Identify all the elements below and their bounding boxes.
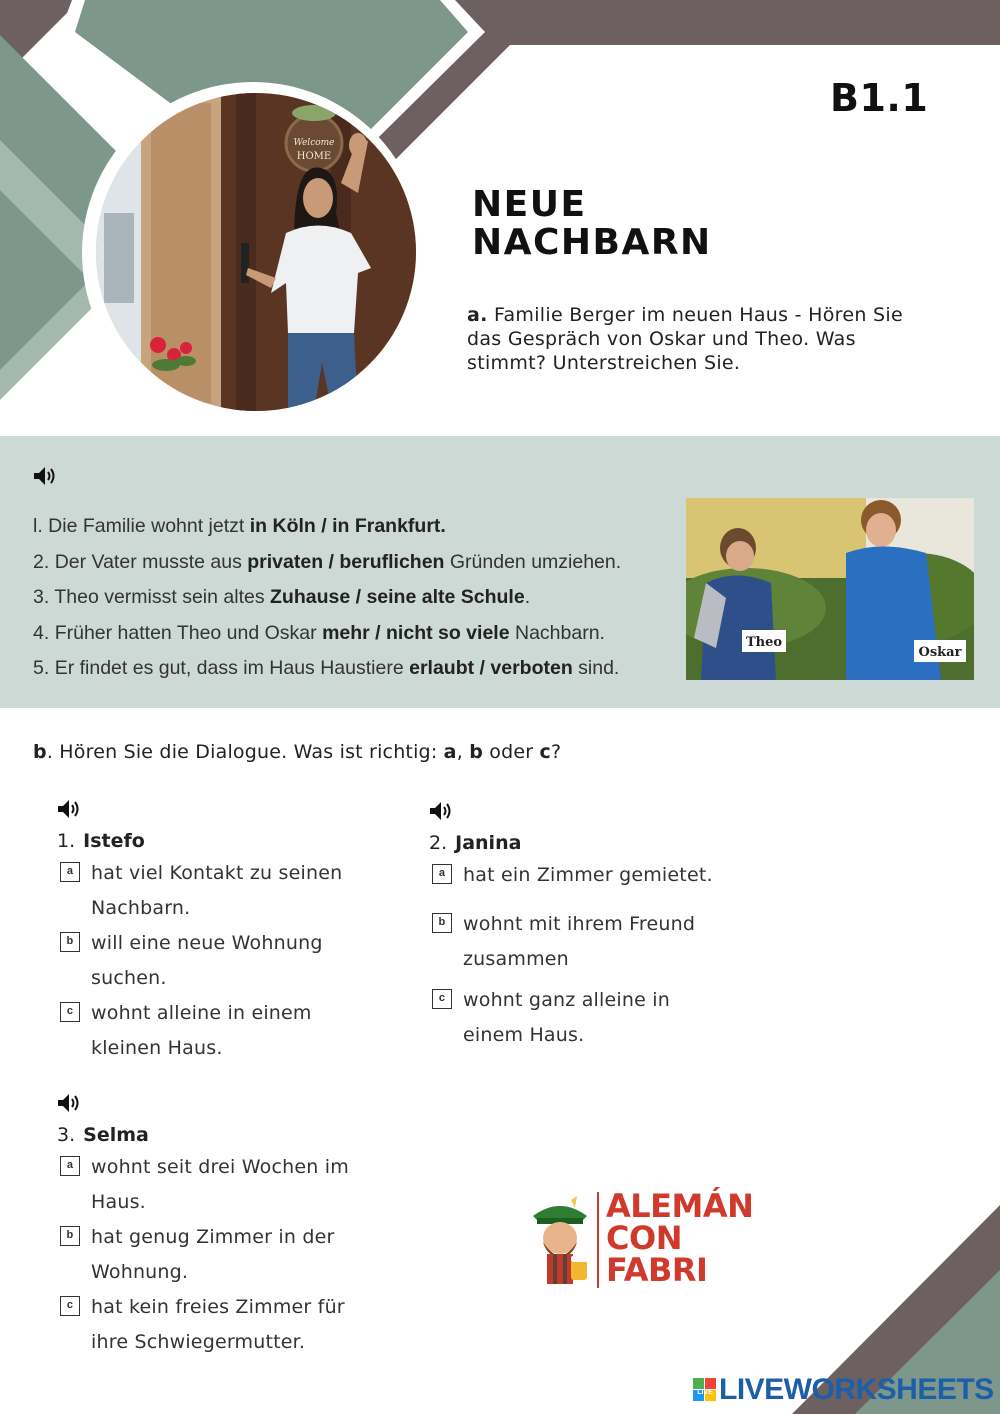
logo-line-1: ALEMÁN	[606, 1187, 754, 1225]
option-c[interactable]	[57, 996, 342, 1066]
option-letter-c: c	[539, 741, 551, 763]
statement-text-end: Gründen umziehen.	[449, 550, 622, 573]
option-checkbox[interactable]: b	[60, 932, 80, 952]
statement-text: Die Familie wohnt jetzt	[48, 515, 245, 537]
part-b-instruction-text: . Hören Sie die Dialogue. Was ist richtig:	[46, 741, 438, 763]
statement-number: 3.	[33, 586, 50, 608]
question-heading	[57, 826, 342, 856]
statement-text-end: Nachbarn.	[514, 621, 605, 644]
option-checkbox[interactable]: b	[60, 1226, 80, 1246]
audio-player-a[interactable]	[33, 465, 59, 487]
option-text: hat kein freies Zimmer für	[91, 1296, 345, 1318]
statement-text-end: sind.	[578, 657, 620, 679]
statement-choice[interactable]: privaten / beruflichen	[247, 550, 445, 573]
question-heading	[57, 1120, 349, 1150]
statement-5	[33, 654, 621, 690]
statement-text: Früher hatten Theo und Oskar	[54, 621, 317, 644]
statement-text: Der Vater musste aus	[54, 550, 242, 573]
option-a[interactable]	[57, 1150, 349, 1220]
logo-wordmark	[606, 1187, 754, 1289]
question-mark: ?	[550, 741, 562, 763]
part-b-instruction	[33, 741, 561, 763]
level-badge: B1.1	[830, 76, 929, 120]
speaker-icon[interactable]	[57, 798, 83, 820]
theo-oskar-photo	[686, 498, 974, 680]
option-text: will eine neue Wohnung	[91, 932, 323, 954]
question-3	[57, 1092, 349, 1360]
question-heading	[429, 828, 713, 858]
question-number: 1.	[57, 830, 76, 852]
door-sign-line-2: HOME	[296, 151, 332, 162]
option-text: wohnt alleine in einem	[91, 1002, 312, 1024]
statement-2	[33, 548, 621, 584]
logo-line-3: FABRI	[606, 1251, 708, 1289]
option-text: Wohnung.	[91, 1261, 189, 1283]
statement-choice[interactable]: Zuhause / seine alte Schule	[270, 586, 525, 608]
statement-choice[interactable]: mehr / nicht so viele	[322, 621, 510, 644]
option-text: einem Haus.	[463, 1024, 585, 1046]
statement-number: 4.	[33, 621, 50, 644]
option-text: suchen.	[91, 967, 167, 989]
part-b-label: b	[33, 741, 47, 763]
title-line-1: NEUE	[472, 184, 587, 225]
option-text: wohnt ganz alleine in	[463, 989, 670, 1011]
option-text: wohnt seit drei Wochen im	[91, 1156, 349, 1178]
question-name: Istefo	[83, 830, 145, 852]
speaker-icon[interactable]	[57, 1092, 83, 1114]
liveworksheets-text: LIVEWORKSHEETS	[719, 1373, 994, 1406]
statement-number: 5.	[33, 657, 50, 679]
aleman-con-fabri-logo	[527, 1187, 754, 1290]
option-checkbox[interactable]: b	[432, 913, 452, 933]
question-1	[57, 798, 342, 1066]
option-checkbox[interactable]: c	[432, 989, 452, 1009]
separator: ,	[456, 741, 463, 763]
statement-text-end: .	[524, 586, 531, 608]
statement-number: l.	[33, 515, 43, 537]
option-a[interactable]	[429, 858, 713, 893]
option-text: Haus.	[91, 1191, 146, 1213]
question-number: 2.	[429, 832, 448, 854]
question-name: Janina	[455, 832, 522, 854]
option-checkbox[interactable]: a	[60, 1156, 80, 1176]
woman-at-door-photo	[96, 93, 416, 411]
mascot-icon	[527, 1194, 593, 1290]
option-text: zusammen	[463, 948, 569, 970]
statement-1	[33, 512, 621, 548]
option-letter-b: b	[469, 741, 484, 763]
question-number: 3.	[57, 1124, 76, 1146]
logo-line-2: CON	[606, 1219, 682, 1257]
statement-choice[interactable]: erlaubt / verboten	[409, 657, 573, 679]
option-b[interactable]	[57, 926, 342, 996]
option-c[interactable]	[57, 1290, 349, 1360]
door-sign-line-1: Welcome	[293, 138, 335, 148]
option-text: hat viel Kontakt zu seinen	[91, 862, 343, 884]
statement-choice[interactable]: in Köln / in Frankfurt.	[249, 515, 446, 537]
option-checkbox[interactable]: c	[60, 1296, 80, 1316]
option-letter-a: a	[443, 741, 457, 763]
part-a-label: a.	[467, 304, 488, 326]
title-line-2: NACHBARN	[472, 222, 712, 263]
part-a-statements	[33, 512, 621, 690]
option-text: wohnt mit ihrem Freund	[463, 913, 696, 935]
speaker-icon	[33, 465, 59, 487]
photo-label-theo: Theo	[745, 635, 783, 650]
statement-3	[33, 583, 621, 619]
option-checkbox[interactable]: c	[60, 1002, 80, 1022]
option-checkbox[interactable]: a	[60, 862, 80, 882]
question-name: Selma	[83, 1124, 149, 1146]
option-text: hat genug Zimmer in der	[91, 1226, 335, 1248]
statement-number: 2.	[33, 550, 50, 573]
statement-text: Er findet es gut, dass im Haus Haustiere	[54, 657, 404, 679]
badge-text: LIVE	[697, 1389, 713, 1396]
option-c[interactable]	[429, 983, 713, 1053]
option-a[interactable]	[57, 856, 342, 926]
conjunction: oder	[489, 741, 534, 763]
part-a-instruction-text: Familie Berger im neuen Haus - Hören Sie das Gespräch von Oskar und Theo. Was stimmt? Unterstreichen Sie.	[467, 304, 903, 374]
option-b[interactable]	[429, 907, 713, 977]
part-a-instruction	[467, 303, 937, 375]
logo-divider	[597, 1192, 599, 1288]
liveworksheets-badge-icon	[693, 1378, 717, 1402]
statement-text: Theo vermisst sein altes	[54, 586, 265, 608]
speaker-icon[interactable]	[429, 800, 455, 822]
question-2	[429, 800, 713, 1053]
statement-4	[33, 619, 621, 655]
page-title	[472, 186, 712, 262]
option-text: Nachbarn.	[91, 897, 191, 919]
option-text: kleinen Haus.	[91, 1037, 223, 1059]
photo-label-oskar: Oskar	[918, 645, 962, 660]
liveworksheets-brand[interactable]	[693, 1374, 994, 1406]
option-checkbox[interactable]: a	[432, 864, 452, 884]
option-text: ihre Schwiegermutter.	[91, 1331, 306, 1353]
option-text: hat ein Zimmer gemietet.	[463, 864, 713, 886]
option-b[interactable]	[57, 1220, 349, 1290]
